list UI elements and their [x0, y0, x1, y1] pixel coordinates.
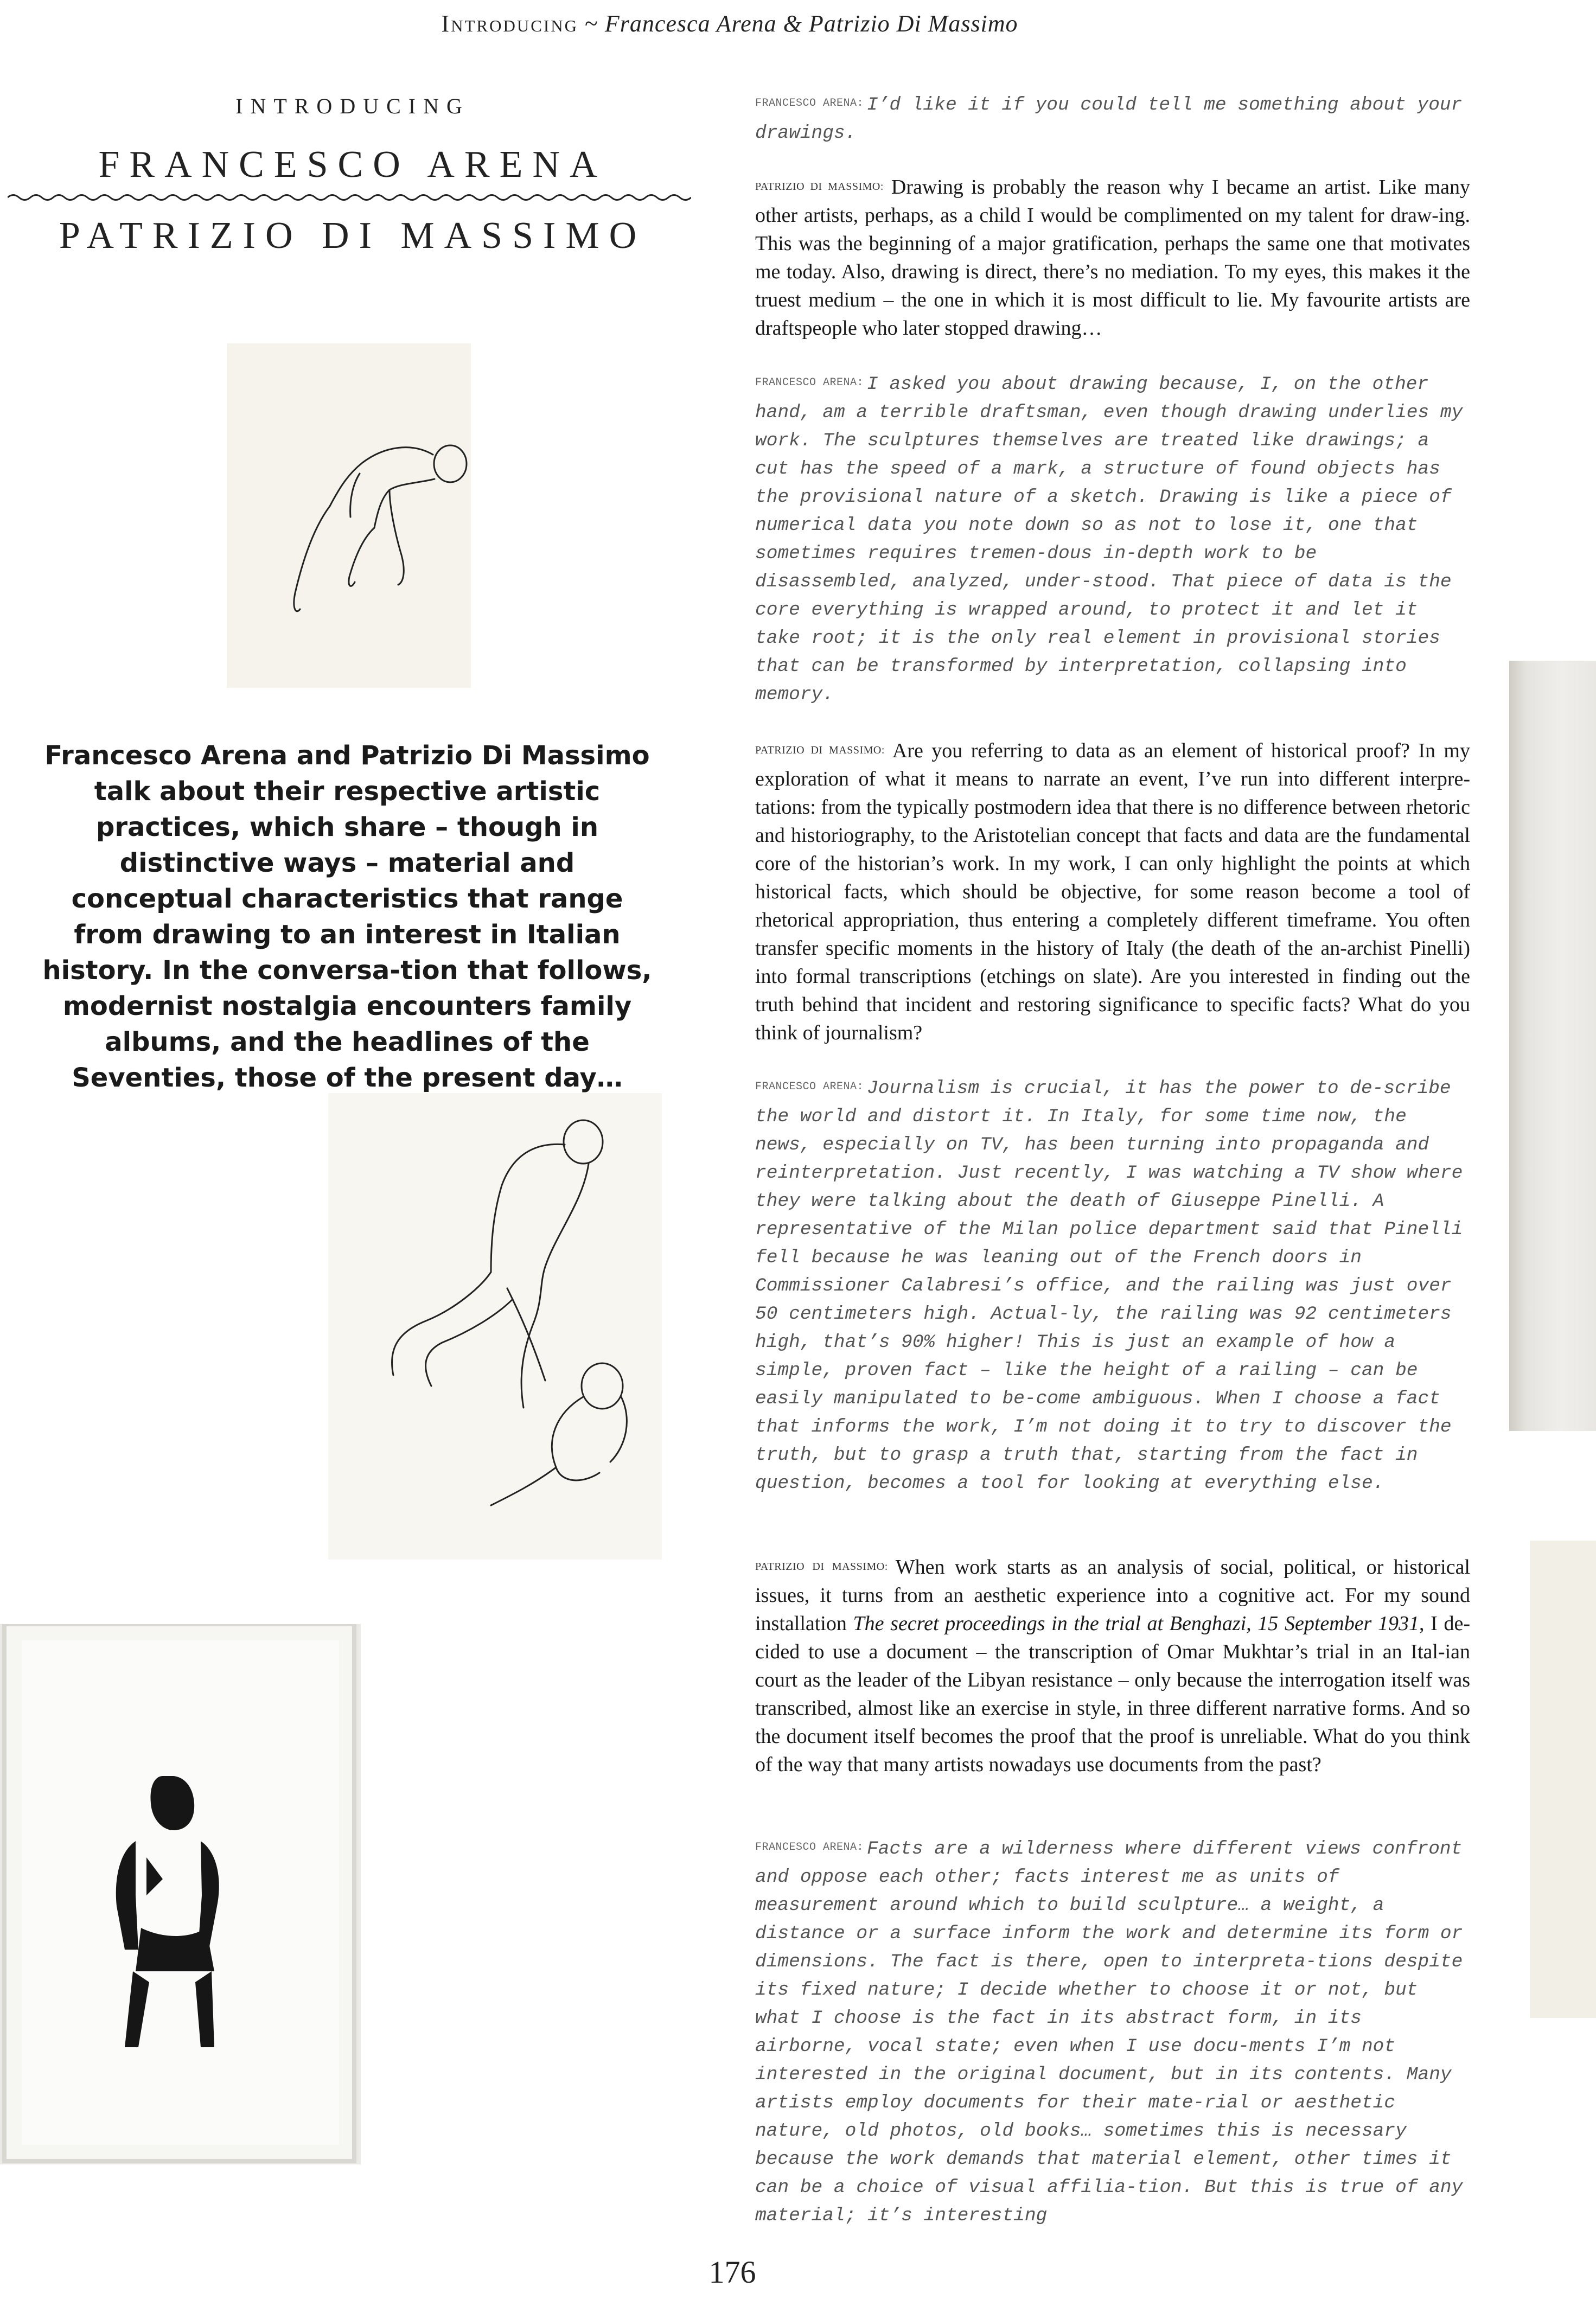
drawing-floating-figure	[227, 343, 471, 688]
conversation-turn-2	[755, 173, 1470, 342]
artist-name-2: PATRIZIO DI MASSIMO	[59, 215, 647, 257]
turn-text: Drawing is probably the reason why I became an artist. Like many other artists, perhaps, as a child I would be complimented on my talent for draw-ing. This was the beginning of a major gratification, perhaps the same one that motivates me today. Also, drawing is direct, there’s no mediation. To my eyes, this makes it the truest medium – the one in which it is most difficult to lie. My favourite artists are draftspeople who later stopped drawing…	[755, 176, 1470, 340]
introducing-label: INTRODUCING	[235, 94, 470, 118]
conversation-turn-3	[755, 369, 1470, 709]
two-figures-line-drawing	[328, 1093, 662, 1560]
speaker-tag-arena: FRANCESCO ARENA:	[755, 97, 864, 110]
conversation-turn-4	[755, 736, 1470, 1047]
turn-text: I asked you about drawing because, I, on the other hand, am a terrible draftsman, even though drawing underlies my work. The sculptures themselves are treated like drawings; a cut has the speed of a mark, a structure of found objects has the provisional nature of a sketch. Drawing is like a piece of numerical data you note down so as not to lose it, one that sometimes requires tremen-dous in-depth work to be disassembled, analyzed, under-stood. That piece of data is the core everything is wrapped around, to protect it and let it take root; it is the only real element in provisional stories that can be transformed by interpretation, collapsing into memory.	[755, 374, 1463, 705]
figure-line-drawing	[227, 343, 471, 688]
speaker-tag-arena: FRANCESCO ARENA:	[755, 376, 864, 389]
turn-text-after: , I de-cided to use a document – the transcription of Omar Mukhtar’s trial in an Ital-ian court as the leader of the Libyan resistance – only because the interrogation itself was transcribed, almost like an exercise in style, in three different narrative forms. And so the document itself becomes the proof that the proof is unreliable. What do you think of the way that many artists nowadays use documents from the past?	[755, 1612, 1470, 1776]
photo-framed-artwork	[0, 1624, 361, 2164]
drawing-two-figures	[328, 1093, 662, 1560]
turn-text: Are you referring to data as an element of historical proof? In my exploration of what it means to narrate an event, I’ve run into different interpre-tations: from the typically postmodern idea that there is no difference between rhetoric and historiography, to the Aristotelian concept that facts and data are the fundamental core of the historian’s work. In my work, I can only highlight the points at which historical facts, which should be objective, for some reason become a tool of rhetorical appropriation, thus entering a completely different timeframe. You often transfer specific moments in the history of Italy (the death of the an-archist Pinelli) into formal transcriptions (etchings on slate). Are you interested in finding out the truth behind that incident and restoring significance to specific facts? What do you think of journalism?	[755, 739, 1470, 1044]
running-header-names: Francesca Arena & Patrizio Di Massimo	[604, 10, 1018, 37]
speaker-tag-arena: FRANCESCO ARENA:	[755, 1081, 864, 1093]
speaker-tag-di-massimo: PATRIZIO DI MASSIMO:	[755, 181, 884, 193]
turn-text: Facts are a wilderness where different views confront and oppose each other; facts interest me as units of measurement around which to build sculpture… a weight, a distance or a surface inform the work and determine its form or dimensions. The fact is there, open to interpreta-tions despite its fixed nature; I decide whether to choose it or not, but what I choose is the fact in its abstract form, in its airborne, vocal state; even when I use docu-ments I’m not interested in the original document, but in its contents. Many artists employ documents for their mate-rial or aesthetic nature, old photos, old books… sometimes this is necessary because the work demands that material element, other times it can be a choice of visual affilia-tion. But this is true of any material; it’s interesting	[755, 1838, 1463, 2226]
wavy-divider	[8, 187, 691, 208]
edge-photo-top	[1509, 661, 1596, 1431]
edge-photo-bottom	[1530, 1541, 1596, 2018]
running-header	[0, 10, 1459, 37]
artist-name-1: FRANCESCO ARENA	[98, 144, 607, 186]
conversation-turn-6	[755, 1553, 1470, 1779]
conversation-turn-7	[755, 1834, 1470, 2230]
speaker-tag-arena: FRANCESCO ARENA:	[755, 1841, 864, 1854]
running-header-separator: ~	[578, 10, 605, 37]
turn-text: Journalism is crucial, it has the power to de-scribe the world and distort it. In Italy, for some time now, the news, especially on TV, has been turning into propaganda and reinterpretation. Just recently, I was watching a TV show where they were talking about the death of Giuseppe Pinelli. A representative of the Milan police department said that Pinelli fell because he was leaning out of the French doors in Commissioner Calabresi’s office, and the railing was just over 50 centimeters high. Actual-ly, the railing was 92 centimeters high, that’s 90% higher! This is just an example of how a simple, proven fact – like the height of a railing – can be easily manipulated to be-come ambiguous. When I choose a fact that informs the work, I’m not doing it to try to discover the truth, but to grasp a truth that, starting from the fact in question, becomes a tool for looking at everything else.	[755, 1078, 1463, 1494]
speaker-tag-di-massimo: PATRIZIO DI MASSIMO:	[755, 744, 885, 756]
conversation-turn-5	[755, 1073, 1470, 1498]
page-number: 176	[708, 2254, 756, 2290]
turn-text-before: When work starts as an analysis of social, political, or historical issues, it turns from an aesthetic experience into a cognitive act. For my sound installation	[755, 1556, 1470, 1635]
conversation-turn-1	[755, 90, 1470, 148]
framed-figure-image	[0, 1624, 361, 2164]
speaker-tag-di-massimo: PATRIZIO DI MASSIMO:	[755, 1561, 888, 1573]
work-title: The secret proceedings in the trial at Benghazi, 15 September 1931	[853, 1612, 1420, 1635]
turn-text: I’d like it if you could tell me something about your drawings.	[755, 94, 1463, 144]
running-header-section: Introducing	[441, 10, 579, 37]
lead-paragraph: Francesco Arena and Patrizio Di Massimo talk about their respective artistic practices, which share – though in distinctive ways – material and conceptual characteristics that range from drawing to an interest in Italian history. In the conversa-tion that follows, modernist nostalgia encounters family albums, and the headlines of the Seventies, those of the present day…	[42, 740, 652, 1093]
